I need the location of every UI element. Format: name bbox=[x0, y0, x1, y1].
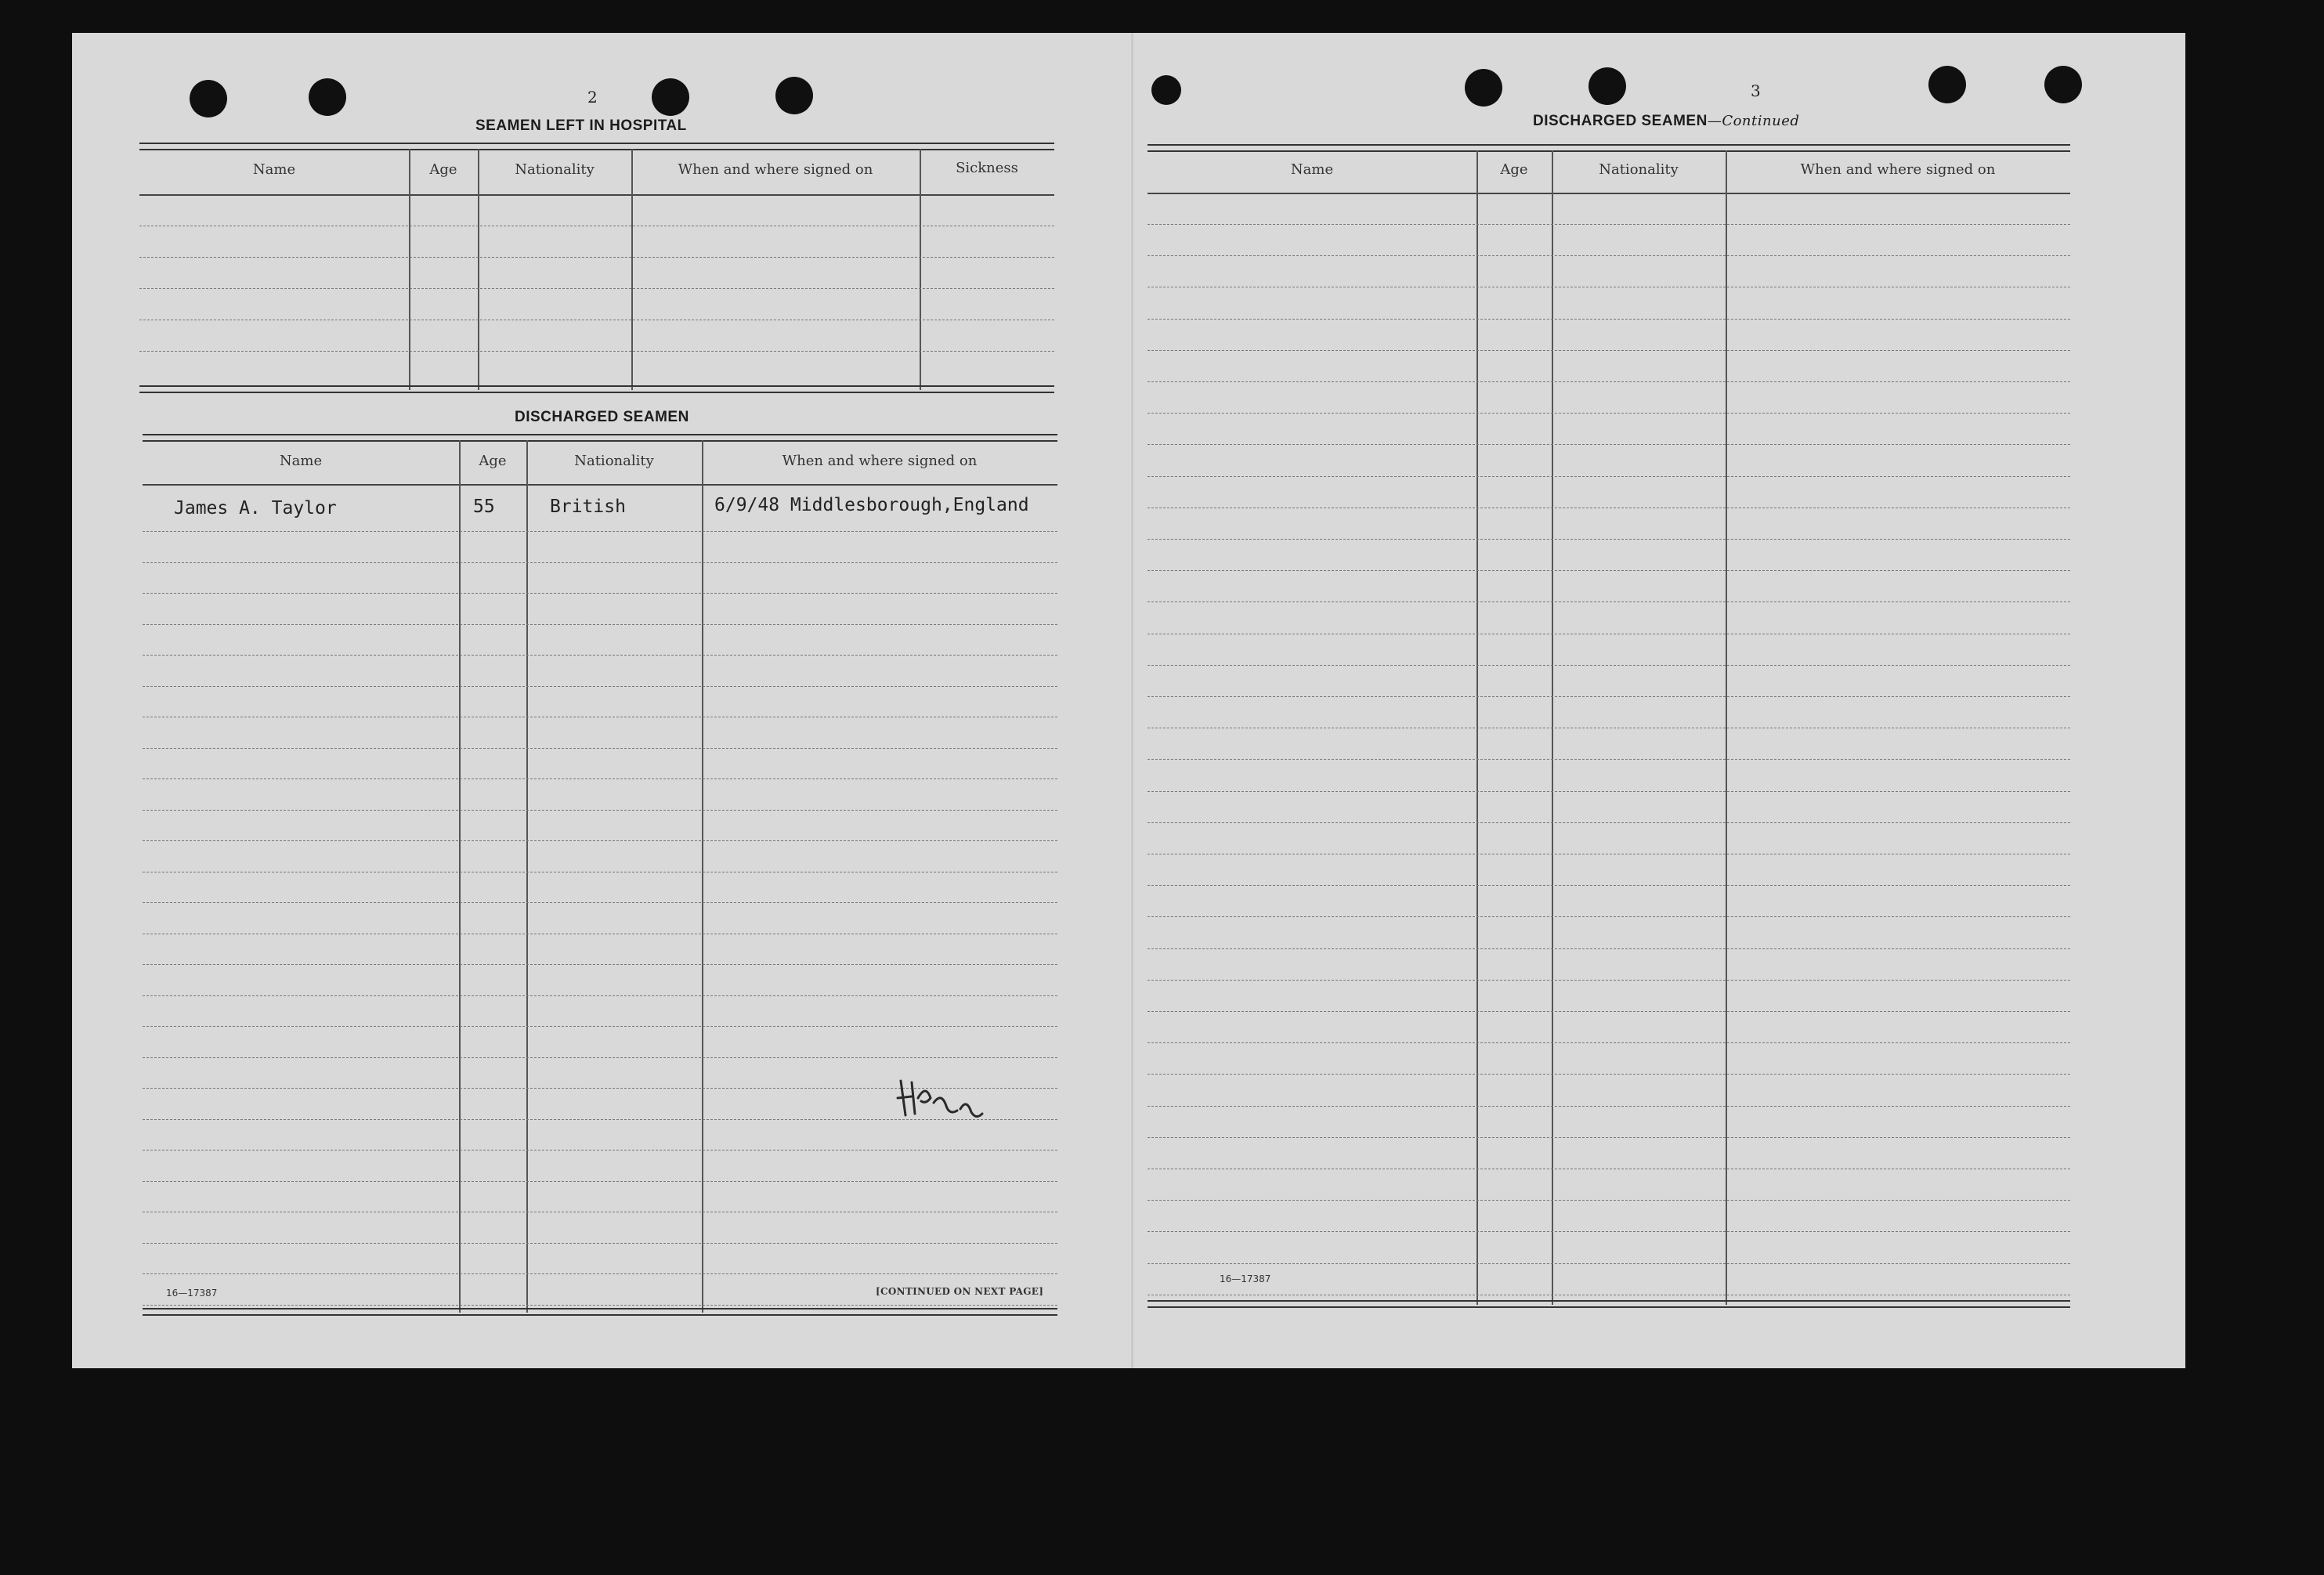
seaman-name: James A. Taylor bbox=[174, 498, 337, 518]
row-line bbox=[1148, 1042, 2070, 1043]
table-rule bbox=[143, 1308, 1057, 1316]
row-line bbox=[1148, 1263, 2070, 1264]
header-nationality: Nationality bbox=[574, 453, 654, 469]
row-line bbox=[1148, 916, 2070, 917]
row-line bbox=[143, 964, 1057, 965]
header-nationality: Nationality bbox=[515, 161, 595, 178]
row-line bbox=[139, 257, 1054, 258]
table-rule bbox=[1148, 1300, 2070, 1308]
header-nationality: Nationality bbox=[1599, 161, 1679, 178]
table-rule bbox=[139, 143, 1054, 150]
column-divider bbox=[702, 440, 703, 1313]
row-line bbox=[1148, 381, 2070, 382]
row-line bbox=[143, 593, 1057, 594]
column-divider bbox=[459, 440, 461, 1313]
row-line bbox=[1148, 1200, 2070, 1201]
row-line bbox=[143, 995, 1057, 996]
column-divider bbox=[478, 149, 479, 390]
row-line bbox=[1148, 1106, 2070, 1107]
form-number: 16—17387 bbox=[1220, 1273, 1271, 1284]
row-line bbox=[143, 1243, 1057, 1244]
hospital-table bbox=[139, 143, 1054, 392]
row-line bbox=[1148, 255, 2070, 256]
table-rule bbox=[143, 434, 1057, 442]
row-line bbox=[143, 562, 1057, 563]
section-title-discharged: DISCHARGED SEAMEN bbox=[515, 409, 689, 425]
header-rule bbox=[1148, 193, 2070, 194]
row-line bbox=[143, 686, 1057, 687]
column-divider bbox=[409, 149, 410, 390]
column-divider bbox=[920, 149, 921, 390]
column-divider bbox=[631, 149, 633, 390]
row-line bbox=[1148, 1137, 2070, 1138]
right-page bbox=[1133, 33, 2185, 1368]
row-line bbox=[139, 351, 1054, 352]
row-line bbox=[1148, 539, 2070, 540]
section-title-text: DISCHARGED SEAMEN bbox=[1533, 113, 1708, 129]
header-signed-on: When and where signed on bbox=[782, 453, 978, 469]
row-line bbox=[143, 748, 1057, 749]
continued-note: [CONTINUED ON NEXT PAGE] bbox=[876, 1286, 1044, 1297]
form-sheet bbox=[72, 33, 2185, 1368]
section-title-suffix: —Continued bbox=[1707, 113, 1800, 129]
left-page bbox=[72, 33, 1131, 1368]
row-line bbox=[143, 902, 1057, 903]
row-line bbox=[1148, 1231, 2070, 1232]
row-line bbox=[143, 840, 1057, 841]
header-sickness: Sickness bbox=[956, 160, 1018, 176]
row-line bbox=[143, 1273, 1057, 1274]
seaman-age: 55 bbox=[473, 497, 495, 517]
discharged-continued-table bbox=[1148, 144, 2070, 1306]
row-line bbox=[1148, 665, 2070, 666]
row-line bbox=[143, 1305, 1057, 1306]
section-title-hospital: SEAMEN LEFT IN HOSPITAL bbox=[475, 117, 687, 134]
header-name: Name bbox=[279, 453, 323, 469]
row-line bbox=[1148, 948, 2070, 949]
row-line bbox=[1148, 696, 2070, 697]
row-line bbox=[143, 1181, 1057, 1182]
row-line bbox=[143, 1150, 1057, 1151]
header-age: Age bbox=[429, 161, 457, 178]
row-line bbox=[1148, 570, 2070, 571]
row-line bbox=[139, 288, 1054, 289]
header-signed-on: When and where signed on bbox=[678, 161, 873, 178]
row-line bbox=[1148, 822, 2070, 823]
row-line bbox=[1148, 885, 2070, 886]
table-rule bbox=[139, 385, 1054, 393]
header-rule bbox=[143, 484, 1057, 486]
row-line bbox=[1148, 444, 2070, 445]
section-title-discharged-continued bbox=[1533, 113, 1799, 130]
handwritten-initials bbox=[895, 1075, 996, 1129]
row-line bbox=[1148, 1074, 2070, 1075]
seaman-signed-on: 6/9/48 Middlesborough,England bbox=[714, 495, 1029, 515]
page-number: 3 bbox=[1751, 81, 1761, 100]
table-rule bbox=[1148, 144, 2070, 152]
row-line bbox=[143, 778, 1057, 779]
column-divider bbox=[526, 440, 528, 1313]
form-number: 16—17387 bbox=[166, 1288, 218, 1299]
row-line bbox=[1148, 476, 2070, 477]
row-line bbox=[143, 624, 1057, 625]
header-signed-on: When and where signed on bbox=[1800, 161, 1996, 178]
row-line bbox=[1148, 413, 2070, 414]
row-line bbox=[1148, 319, 2070, 320]
seaman-nationality: British bbox=[550, 497, 626, 517]
header-age: Age bbox=[1500, 161, 1528, 178]
row-line bbox=[143, 810, 1057, 811]
header-rule bbox=[139, 194, 1054, 196]
row-line bbox=[1148, 791, 2070, 792]
row-line bbox=[1148, 601, 2070, 602]
row-line bbox=[1148, 759, 2070, 760]
row-line bbox=[1148, 980, 2070, 981]
row-line bbox=[143, 1026, 1057, 1027]
header-name: Name bbox=[1290, 161, 1334, 178]
discharged-table bbox=[143, 434, 1057, 1314]
row-line bbox=[1148, 350, 2070, 351]
row-line bbox=[143, 1057, 1057, 1058]
row-line bbox=[1148, 1011, 2070, 1012]
header-age: Age bbox=[479, 453, 507, 469]
header-name: Name bbox=[252, 161, 296, 178]
row-line bbox=[143, 655, 1057, 656]
page-number: 2 bbox=[587, 88, 598, 107]
row-line bbox=[1148, 224, 2070, 225]
row-line bbox=[143, 531, 1057, 532]
